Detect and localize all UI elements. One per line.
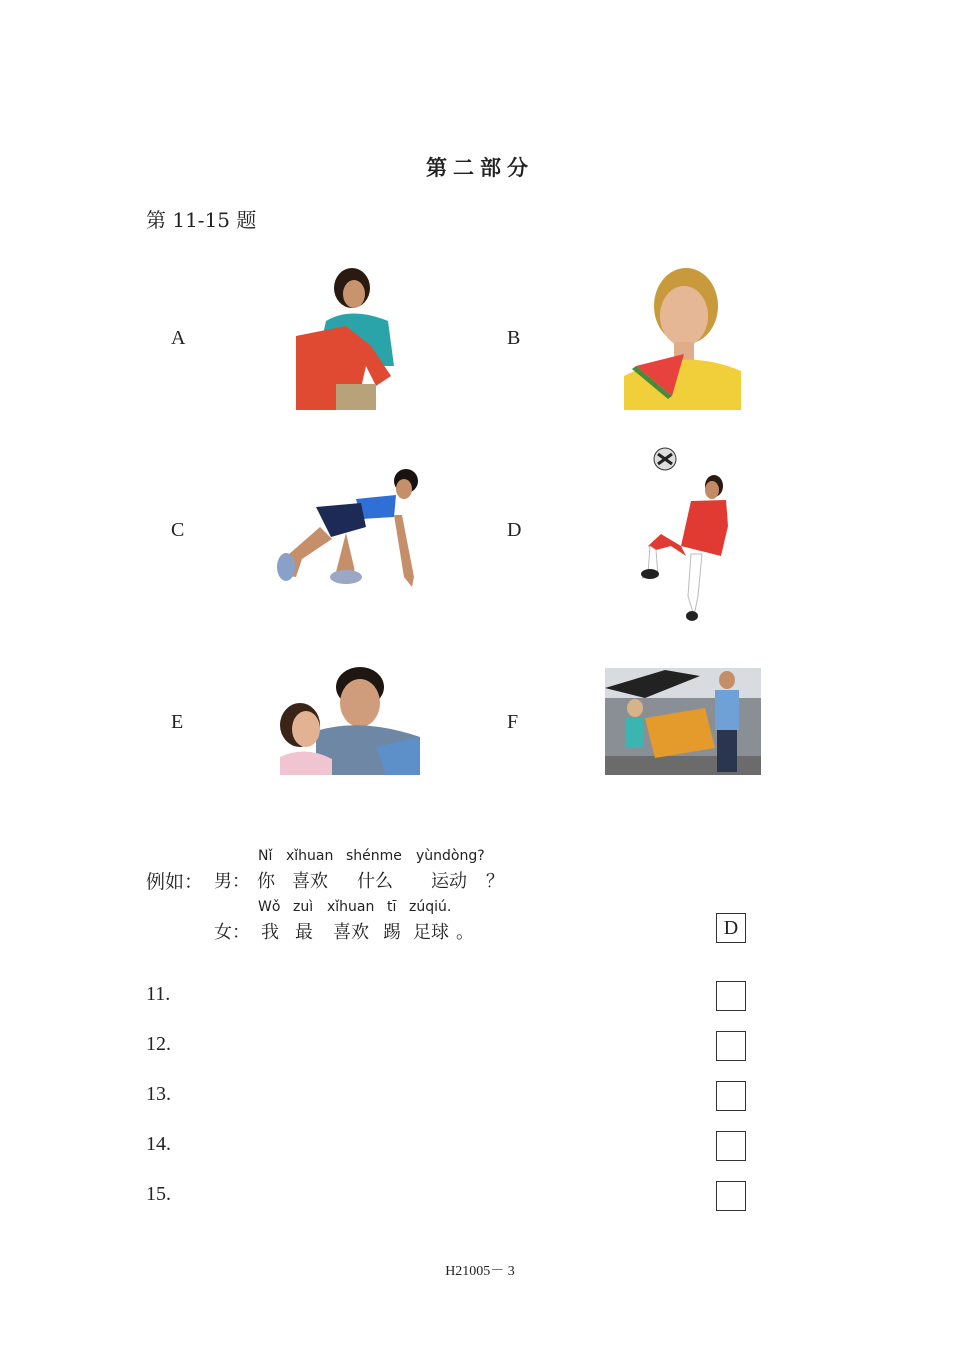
picture-girl-kicking-ball (636, 446, 728, 623)
pinyin: yùndòng? (416, 848, 485, 864)
speaker-male: 男： (214, 871, 250, 892)
hanzi: 。 (456, 922, 474, 943)
hanzi: 我 (261, 922, 279, 943)
answer-box-11[interactable] (716, 981, 746, 1011)
option-label-c: C (171, 519, 185, 541)
answer-box-12[interactable] (716, 1031, 746, 1061)
answer-box-14[interactable] (716, 1131, 746, 1161)
question-number: 15. (146, 1183, 171, 1205)
picture-woman-holding-sweater (296, 266, 398, 410)
pinyin: Wǒ (258, 899, 281, 915)
picture-runner-starting (276, 467, 420, 592)
question-number: 12. (146, 1033, 171, 1055)
pinyin: xǐhuan (327, 899, 375, 915)
pinyin: zúqiú. (409, 899, 452, 915)
hanzi: ？ (486, 871, 504, 892)
page-footer: H21005－ 3 (445, 1264, 515, 1279)
hanzi: 喜欢 (292, 871, 328, 892)
question-number: 14. (146, 1133, 171, 1155)
pinyin: shénme (346, 848, 402, 864)
hanzi: 什么 (357, 871, 393, 892)
speaker-female: 女： (214, 922, 250, 943)
hanzi: 你 (257, 871, 275, 892)
option-label-f: F (507, 711, 519, 733)
example-answer-box: D (716, 913, 746, 943)
pinyin: Nǐ (258, 848, 273, 864)
picture-father-daughter (276, 667, 420, 775)
picture-woman-eating-watermelon (624, 266, 741, 410)
option-label-e: E (171, 711, 184, 733)
pinyin: zuì (293, 899, 314, 915)
question-number: 13. (146, 1083, 171, 1105)
option-label-d: D (507, 519, 522, 541)
hanzi: 足球 (413, 922, 449, 943)
answer-box-13[interactable] (716, 1081, 746, 1111)
pinyin: tī (387, 899, 397, 915)
pinyin: xǐhuan (286, 848, 334, 864)
question-range: 第 11-15 题 (146, 208, 257, 232)
picture-carrying-sofa (605, 668, 761, 775)
example-prefix: 例如： (146, 871, 204, 893)
question-number: 11. (146, 983, 171, 1005)
hanzi: 运动 (431, 871, 467, 892)
option-label-b: B (507, 327, 521, 349)
answer-box-15[interactable] (716, 1181, 746, 1211)
section-title: 第二部分 (426, 155, 534, 180)
hanzi: 踢 (383, 922, 401, 943)
hanzi: 喜欢 (333, 922, 369, 943)
hanzi: 最 (295, 922, 313, 943)
option-label-a: A (171, 327, 186, 349)
